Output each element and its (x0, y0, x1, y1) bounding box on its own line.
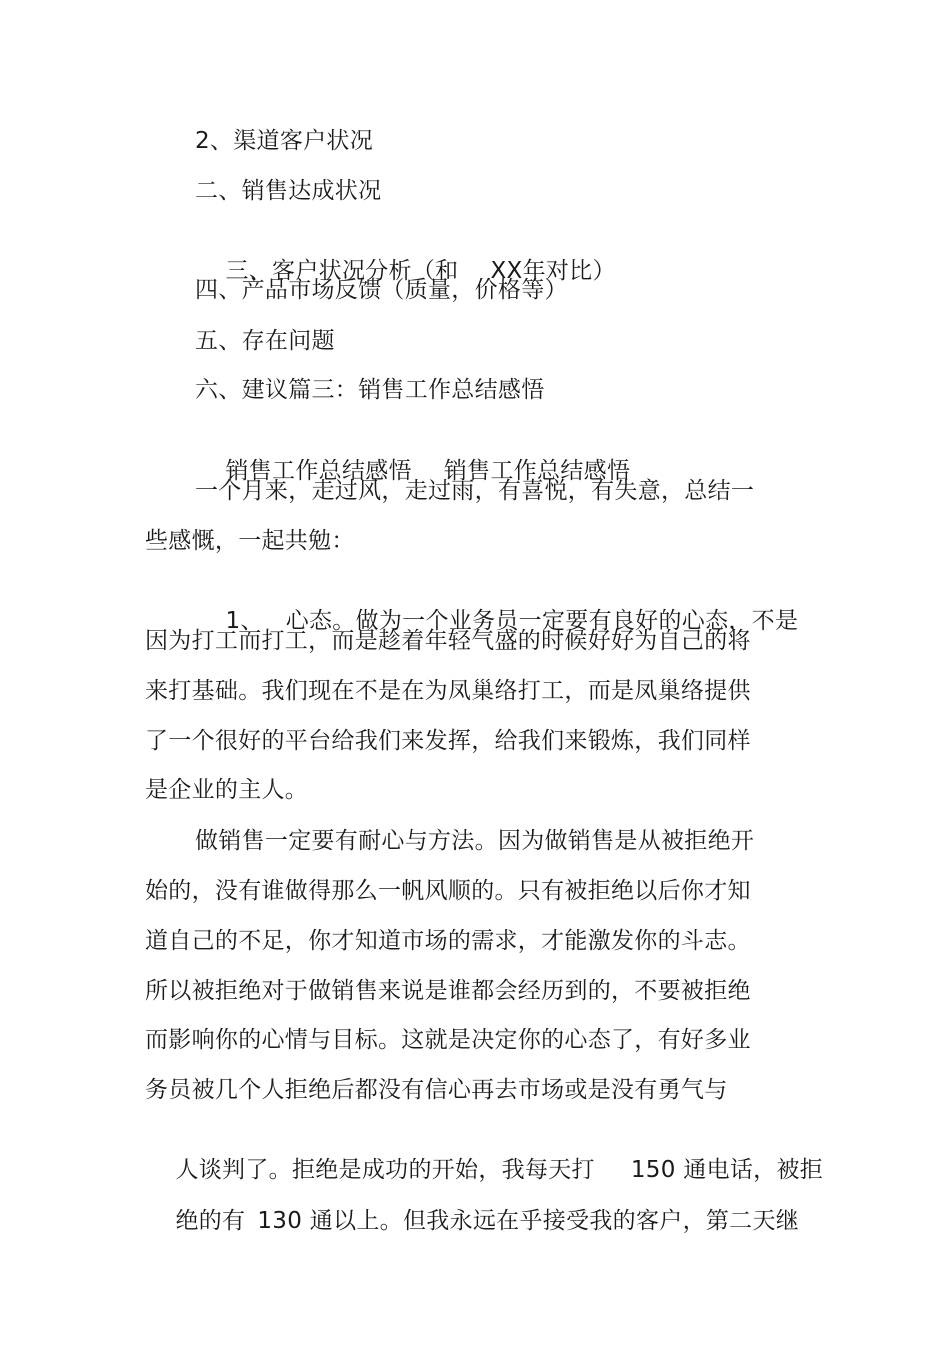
point-number: 1、 (225, 608, 264, 634)
paragraph-line: 务员被几个人拒绝后都没有信心再去市场或是没有勇气与 (145, 1077, 728, 1103)
outline-item-part: 三、客户状况分析（和 (225, 258, 459, 284)
outline-item: 2、渠道客户状况 (195, 128, 374, 154)
paragraph-line: 了一个很好的平台给我们来发挥，给我们来锻炼，我们同样 (145, 728, 751, 754)
paragraph-line: 些感慨，一起共勉： (145, 528, 355, 554)
paragraph-text: 心态。做为一个业务员一定要有良好的心态，不是 (285, 608, 799, 634)
heading-part: 销售工作总结感悟 (443, 458, 631, 484)
paragraph-line: 道自己的不足，你才知道市场的需求，才能激发你的斗志。 (145, 928, 751, 954)
paragraph-line: 做销售一定要有耐心与方法。因为做销售是从被拒绝开 (195, 828, 755, 854)
outline-item: 五、存在问题 (195, 328, 335, 354)
paragraph-text: 130 通以上。但我永远在乎接受我的客户，第二天继 (257, 1208, 800, 1234)
paragraph-line: 所以被拒绝对于做销售来说是谁都会经历到的，不要被拒绝 (145, 978, 751, 1004)
paragraph-text: 150 通电话，被拒 (630, 1157, 824, 1183)
heading-part: 销售工作总结感悟 (225, 458, 412, 484)
outline-item: 六、建议篇三：销售工作总结感悟 (195, 377, 545, 403)
paragraph-line: 是企业的主人。 (145, 777, 309, 803)
paragraph-line: 而影响你的心情与目标。这就是决定你的心态了，有好多业 (145, 1027, 751, 1053)
paragraph-text: 绝的有 (175, 1208, 246, 1234)
outline-item: 四、产品市场反馈（质量，价格等） (195, 277, 568, 303)
paragraph-line: 因为打工而打工，而是趁着年轻气盛的时候好好为自己的将 (145, 628, 751, 654)
paragraph-text: 人谈判了。拒绝是成功的开始，我每天打 (175, 1157, 595, 1183)
paragraph-line: 始的，没有谁做得那么一帆风顺的。只有被拒绝以后你才知 (145, 878, 751, 904)
paragraph-line: 来打基础。我们现在不是在为凤巢络打工，而是凤巢络提供 (145, 678, 751, 704)
paragraph-line: 一个月来，走过风，走过雨，有喜悦，有失意，总结一 (195, 478, 755, 504)
outline-item-part: XX年对比） (490, 258, 616, 284)
paragraph-line (145, 1176, 799, 1266)
outline-item: 二、销售达成状况 (195, 178, 382, 204)
